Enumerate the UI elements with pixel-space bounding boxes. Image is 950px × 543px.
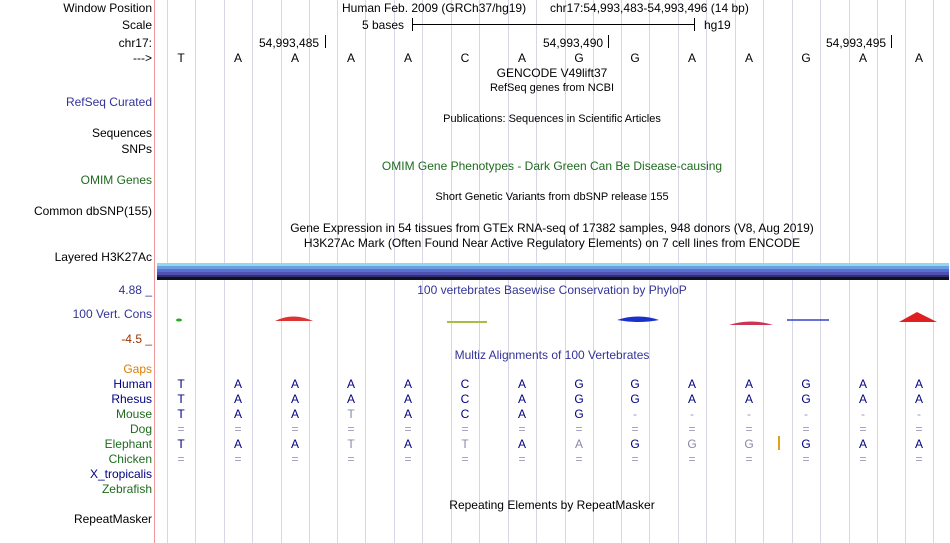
species-base: = (461, 422, 469, 436)
snps-track-label[interactable]: SNPs (121, 142, 152, 156)
coord-1: 54,993,485 (259, 36, 320, 50)
phylop-mark-5 (729, 322, 773, 326)
species-base: A (403, 377, 412, 391)
species-base: A (290, 407, 299, 421)
reference-base: A (233, 51, 242, 65)
coord-2: 54,993,490 (543, 36, 604, 50)
species-base: = (234, 452, 242, 466)
species-base: - (747, 407, 751, 421)
species-base: A (858, 377, 867, 391)
species-base: - (690, 407, 694, 421)
species-base: A (744, 392, 753, 406)
species-base: G (630, 437, 640, 451)
species-base: A (744, 377, 753, 391)
h3k27-track-label[interactable]: Layered H3K27Ac (54, 250, 152, 264)
species-base: A (233, 392, 242, 406)
species-base: A (290, 437, 299, 451)
species-base: = (859, 422, 867, 436)
coord-3: 54,993,495 (826, 36, 887, 50)
species-base: = (859, 452, 867, 466)
reference-base: A (403, 51, 412, 65)
species-base: G (630, 377, 640, 391)
species-base: = (802, 452, 810, 466)
window-position-label[interactable]: Window Position (63, 1, 152, 15)
species-base: = (347, 452, 355, 466)
species-base: = (404, 422, 412, 436)
phylop-graph[interactable] (157, 298, 949, 338)
phylop-mark-2 (275, 317, 313, 322)
species-base: = (234, 422, 242, 436)
species-base: G (687, 437, 697, 451)
species-base: = (915, 452, 923, 466)
species-base: A (290, 392, 299, 406)
species-base: A (687, 377, 696, 391)
species-base: A (233, 377, 242, 391)
species-base: A (403, 407, 412, 421)
species-base: A (233, 437, 242, 451)
h3k27-track-title[interactable]: H3K27Ac Mark (Often Found Near Active Regulatory Elements) on 7 cell lines from ENCODE (303, 236, 801, 250)
species-base: A (346, 392, 355, 406)
reference-base: A (290, 51, 299, 65)
elephant-insertion-mark (778, 436, 780, 450)
species-base: G (574, 392, 584, 406)
reference-base: C (460, 51, 470, 65)
species-base: = (518, 452, 526, 466)
species-base: A (517, 437, 526, 451)
omim-track-title[interactable]: OMIM Gene Phenotypes - Dark Green Can Be Disease-causing (381, 159, 723, 173)
scale-db-text: hg19 (704, 18, 731, 32)
strand-label[interactable]: ---> (133, 51, 152, 65)
pubs-track-title[interactable]: Publications: Sequences in Scientific Articles (443, 113, 661, 125)
species-base: - (633, 407, 637, 421)
pubs-track-label[interactable]: Sequences (91, 126, 152, 140)
species-base: = (347, 422, 355, 436)
species-base: = (575, 452, 583, 466)
phylop-max-label: 4.88 _ (118, 283, 152, 297)
species-base: = (745, 452, 753, 466)
phylop-mark-4 (617, 317, 659, 323)
species-base: T (461, 437, 469, 451)
species-base: A (346, 377, 355, 391)
phylop-track-label[interactable]: 100 Vert. Cons (72, 307, 152, 321)
species-base: = (631, 452, 639, 466)
scale-bases-text: 5 bases (362, 18, 405, 32)
label-area-border (154, 0, 155, 543)
position-readout: chr17:54,993,483-54,993,496 (14 bp) (550, 1, 749, 15)
species-label[interactable]: Rhesus (111, 392, 152, 406)
species-label[interactable]: Dog (129, 422, 152, 436)
coord-1-tick (325, 35, 326, 48)
species-base: A (403, 437, 412, 451)
h3k27-band-6[interactable] (157, 277, 949, 280)
refseq-track-title[interactable]: RefSeq genes from NCBI (489, 82, 615, 94)
dbsnp-track-title[interactable]: Short Genetic Variants from dbSNP release 155 (435, 191, 669, 203)
species-base: = (688, 422, 696, 436)
species-label[interactable]: Elephant (104, 437, 152, 451)
species-base: A (914, 392, 923, 406)
species-base: T (177, 437, 185, 451)
species-base: = (291, 452, 299, 466)
rmsk-track-title[interactable]: Repeating Elements by RepeatMasker (449, 498, 655, 512)
phylop-mark-7 (899, 312, 937, 322)
reference-base: A (687, 51, 696, 65)
reference-base: A (858, 51, 867, 65)
species-label[interactable]: Mouse (115, 407, 152, 421)
multiz-track-title[interactable]: Multiz Alignments of 100 Vertebrates (454, 348, 650, 362)
species-base: G (801, 392, 811, 406)
reference-base: A (517, 51, 526, 65)
reference-base: A (346, 51, 355, 65)
phylop-track-title[interactable]: 100 vertebrates Basewise Conservation by PhyloP (417, 283, 687, 297)
species-base: = (518, 422, 526, 436)
scale-label[interactable]: Scale (121, 18, 152, 32)
species-base: C (460, 392, 470, 406)
species-base: G (801, 377, 811, 391)
gaps-label[interactable]: Gaps (123, 362, 152, 376)
species-base: = (461, 452, 469, 466)
species-base: - (804, 407, 808, 421)
species-base: = (177, 422, 185, 436)
species-base: = (802, 422, 810, 436)
rmsk-track-label[interactable]: RepeatMasker (73, 512, 152, 526)
scale-bar (412, 24, 694, 25)
refseq-track-label[interactable]: RefSeq Curated (65, 95, 152, 109)
species-base: A (914, 377, 923, 391)
species-base: G (574, 377, 584, 391)
chrom-label[interactable]: chr17: (118, 36, 152, 50)
species-base: A (687, 392, 696, 406)
species-base: A (403, 392, 412, 406)
species-base: = (745, 422, 753, 436)
scale-bar-right-tick (694, 18, 695, 31)
species-base: T (347, 407, 355, 421)
species-base: A (574, 437, 583, 451)
species-base: G (801, 437, 811, 451)
gencode-track-title[interactable]: GENCODE V49lift37 (496, 66, 608, 80)
reference-base: G (574, 51, 584, 65)
species-base: = (688, 452, 696, 466)
species-base: - (917, 407, 921, 421)
species-base: - (861, 407, 865, 421)
species-base: A (517, 407, 526, 421)
reference-base: G (801, 51, 811, 65)
species-base: = (291, 422, 299, 436)
species-base: = (631, 422, 639, 436)
species-base: T (177, 377, 185, 391)
reference-base: A (744, 51, 753, 65)
assembly-title: Human Feb. 2009 (GRCh37/hg19) (342, 1, 527, 15)
reference-base: G (630, 51, 640, 65)
species-base: A (858, 392, 867, 406)
species-base: T (177, 407, 185, 421)
species-base: = (575, 422, 583, 436)
species-base: G (630, 392, 640, 406)
phylop-min-label: -4.5 _ (121, 332, 152, 346)
scale-bar-left-tick (412, 18, 413, 31)
species-base: = (404, 452, 412, 466)
gtex-track-title[interactable]: Gene Expression in 54 tissues from GTEx RNA-seq of 17382 samples, 948 donors (V8, Aug 2019) (290, 221, 814, 235)
reference-base: T (177, 51, 185, 65)
coord-2-tick (608, 35, 609, 48)
species-base: G (744, 437, 754, 451)
reference-base: A (914, 51, 923, 65)
species-base: G (574, 407, 584, 421)
omim-track-label[interactable]: OMIM Genes (80, 173, 152, 187)
species-base: = (915, 422, 923, 436)
phylop-mark-1 (176, 319, 182, 322)
species-label[interactable]: Chicken (108, 452, 152, 466)
species-base: A (517, 392, 526, 406)
species-base: A (233, 407, 242, 421)
species-base: A (858, 437, 867, 451)
species-base: A (517, 377, 526, 391)
species-base: A (290, 377, 299, 391)
coord-3-tick (891, 35, 892, 48)
species-base: C (460, 407, 470, 421)
species-base: C (460, 377, 470, 391)
species-base: = (177, 452, 185, 466)
species-label[interactable]: Zebrafish (101, 482, 152, 496)
species-base: T (347, 437, 355, 451)
species-label[interactable]: Human (113, 377, 152, 391)
species-base: T (177, 392, 185, 406)
dbsnp-track-label[interactable]: Common dbSNP(155) (33, 204, 152, 218)
species-label[interactable]: X_tropicalis (89, 467, 152, 481)
species-base: A (914, 437, 923, 451)
